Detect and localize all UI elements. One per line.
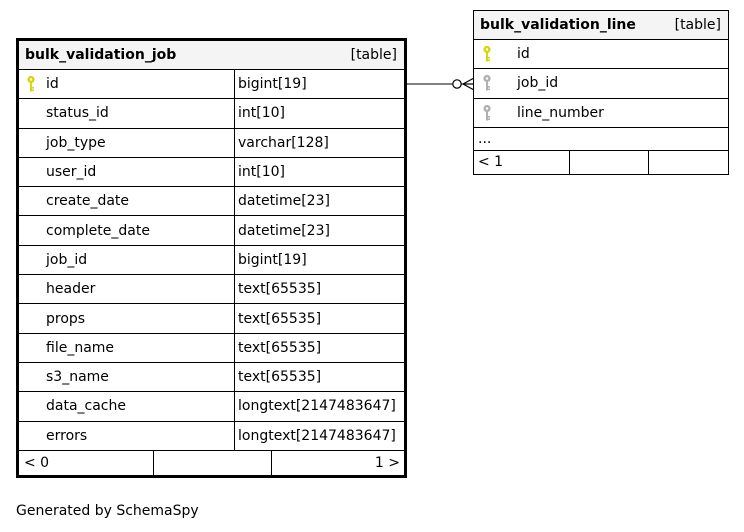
primary-key-icon (482, 45, 492, 63)
column-name-cell (19, 158, 235, 186)
column-name-cell (19, 187, 235, 215)
column-type: text[65535] (238, 339, 322, 356)
column-type: text[65535] (238, 281, 322, 298)
column-row[interactable] (19, 187, 404, 216)
column-name-cell (19, 246, 235, 274)
column-name-cell (19, 129, 235, 157)
column-row[interactable] (19, 216, 404, 245)
column-name-cell (474, 99, 728, 127)
column-name-cell (19, 422, 235, 450)
column-name-cell (19, 363, 235, 391)
column-name: id (46, 76, 59, 93)
column-type: text[65535] (238, 310, 322, 327)
column-row[interactable] (19, 129, 404, 158)
table-header[interactable] (19, 41, 404, 70)
column-name-cell (19, 392, 235, 420)
footer-children (649, 151, 728, 174)
column-name: job_type (46, 134, 106, 151)
column-row[interactable] (19, 99, 404, 128)
table-name: bulk_validation_line (480, 17, 636, 33)
column-name: job_id (46, 251, 88, 268)
table-footer (19, 451, 404, 475)
column-name: complete_date (46, 222, 150, 239)
footer-parents: < 0 (19, 451, 154, 475)
column-row[interactable] (19, 422, 404, 451)
column-name: user_id (46, 164, 97, 181)
column-type: longtext[2147483647] (238, 427, 396, 444)
column-name: file_name (46, 339, 115, 356)
column-row[interactable] (19, 158, 404, 187)
column-row[interactable] (474, 69, 728, 98)
column-type: bigint[19] (238, 76, 307, 93)
column-row[interactable] (19, 363, 404, 392)
footer-parents: < 1 (474, 151, 570, 174)
column-name-cell (19, 334, 235, 362)
table-kind: [table] (350, 47, 397, 63)
column-name: data_cache (46, 398, 126, 415)
column-name: s3_name (46, 369, 109, 386)
footer-middle (154, 451, 272, 475)
column-type: datetime[23] (238, 193, 330, 210)
column-type: datetime[23] (238, 222, 330, 239)
column-name-cell (19, 216, 235, 244)
column-name: header (46, 281, 96, 298)
column-name-cell (19, 304, 235, 332)
column-type: text[65535] (238, 369, 322, 386)
column-name: create_date (46, 193, 130, 210)
column-name: errors (46, 427, 88, 444)
column-name-cell (19, 99, 235, 127)
table-bulk-validation-line[interactable] (473, 10, 729, 175)
generated-by-caption: Generated by SchemaSpy (16, 503, 199, 519)
column-row[interactable] (19, 246, 404, 275)
column-name-cell (19, 275, 235, 303)
footer-middle (570, 151, 649, 174)
column-name: line_number (517, 104, 604, 121)
foreign-key-icon (482, 104, 492, 122)
column-type: longtext[2147483647] (238, 398, 396, 415)
table-kind: [table] (674, 17, 721, 33)
column-name-cell (19, 70, 235, 98)
column-row[interactable] (19, 70, 404, 99)
column-row[interactable] (19, 304, 404, 333)
column-row[interactable] (474, 40, 728, 69)
table-footer (474, 151, 728, 174)
table-header[interactable] (474, 11, 728, 40)
column-name: id (517, 46, 530, 63)
column-name: status_id (46, 105, 109, 122)
column-type: int[10] (238, 164, 285, 181)
table-bulk-validation-job[interactable] (16, 38, 407, 478)
table-name: bulk_validation_job (25, 47, 177, 63)
column-type: varchar[128] (238, 134, 329, 151)
column-name-cell (474, 40, 728, 68)
column-type: bigint[19] (238, 251, 307, 268)
column-row[interactable] (474, 99, 728, 128)
more-columns-indicator: ... (474, 128, 728, 151)
foreign-key-icon (482, 74, 492, 92)
column-row[interactable] (19, 334, 404, 363)
column-name: props (46, 310, 86, 327)
primary-key-icon (26, 75, 36, 93)
footer-children: 1 > (374, 454, 400, 471)
column-row[interactable] (19, 275, 404, 304)
column-type: int[10] (238, 105, 285, 122)
column-row[interactable] (19, 392, 404, 421)
column-name-cell (474, 69, 728, 97)
column-name: job_id (517, 75, 559, 92)
